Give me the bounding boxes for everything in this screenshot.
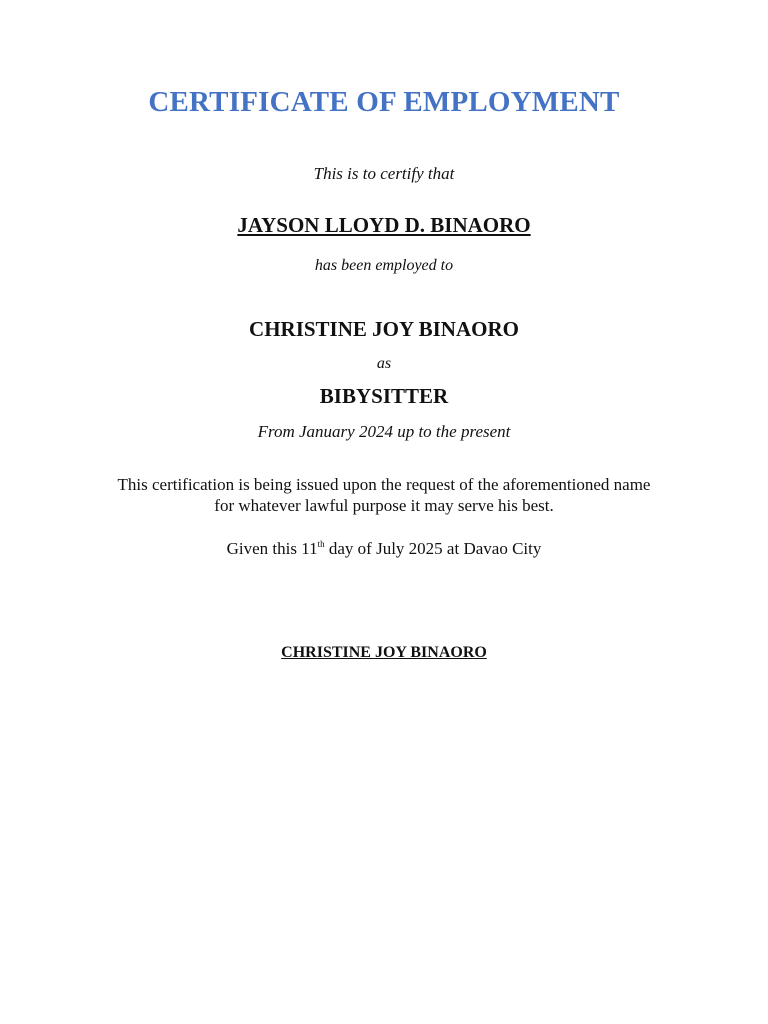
issue-date-prefix: Given this 11 xyxy=(226,539,318,558)
purpose-statement-line-1: This certification is being issued upon the request of the aforementioned name xyxy=(117,475,651,494)
as-text: as xyxy=(376,355,392,372)
signatory-name: CHRISTINE JOY BINAORO xyxy=(281,644,487,661)
employee-name: JAYSON LLOYD D. BINAORO xyxy=(237,213,531,237)
certify-intro-text: This is to certify that xyxy=(313,164,455,183)
certificate-title: CERTIFICATE OF EMPLOYMENT xyxy=(148,86,620,118)
issue-date-rest: day of July 2025 at Davao City xyxy=(324,539,542,558)
issue-date-statement xyxy=(0,539,768,559)
employer-name: CHRISTINE JOY BINAORO xyxy=(249,317,519,341)
ordinal-suffix: th xyxy=(317,539,325,549)
purpose-statement-line-2: for whatever lawful purpose it may serve his best. xyxy=(214,496,554,515)
employed-to-text: has been employed to xyxy=(314,257,454,274)
employment-period: From January 2024 up to the present xyxy=(257,422,511,441)
job-position: BIBYSITTER xyxy=(319,384,449,408)
